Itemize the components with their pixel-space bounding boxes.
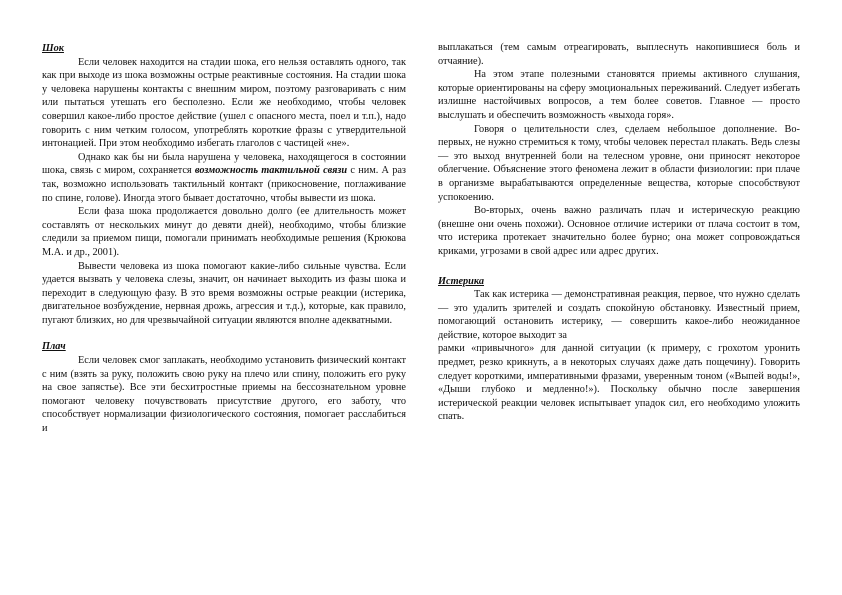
paragraph: выплакаться (тем самым отреагировать, выплеснуть накопившиеся боль и отчаяние). <box>438 42 800 67</box>
heading-hysteria: Истерика <box>438 275 485 287</box>
paragraph: Во-вторых, очень важно различать плач и истерическую реакцию (внешне они очень похожи). Основное отличие истерики от плача состоит в том, что истерика протекает значительно более бурно; она может сопровождаться криками, угрозами в свой адрес или адрес других. <box>438 205 800 257</box>
right-column <box>438 41 800 424</box>
paragraph: Если человек смог заплакать, необходимо установить физический контакт с ним (взять за руку, положить свою руку на плечо или спину, положить его руку на свое запястье). Все эти бесхитростные приемы на бессознательном уровне помогают человеку почувствовать присутствие другого, его заботу, что способствует нормализации физиологического состояния, помогает расслабиться и <box>42 355 406 435</box>
paragraph: Если фаза шока продолжается довольно долго (ее длительность может составлять от нескольких минут до девяти дней), необходимо, чтобы близкие следили за приемом пищи, помогали принимать необходимые решения (Крюкова М.А. и др., 2001). <box>42 206 406 258</box>
paragraph: Так как истерика — демонстративная реакция, первое, что нужно сделать — это удалить зрителей и создать спокойную обстановку. Известный прием, помогающий остановить истерику, — совершить какое-либо неожиданное действие, которое выходит за <box>438 289 800 341</box>
paragraph: Говоря о целительности слез, сделаем небольшое дополнение. Во-первых, не нужно стремиться к тому, чтобы человек перестал плакать. Ведь слезы — это выход внутренней боли на телесном уровне, они приносят некоторое облегчение. Объяснение этого феномена лежит в области физиологии: при плаче в организме вырабатываются определенные вещества, которые способствуют успокоению. <box>438 123 800 203</box>
emphasis-text: возможность тактильной связи <box>194 165 348 177</box>
paragraph <box>42 151 406 205</box>
paragraph: рамки «привычного» для данной ситуации (к примеру, с грохотом уронить предмет, резко крикнуть, а в некоторых случаях даже дать пощечину). Говорить следует короткими, императивными фразами, уверенным тоном («Выпей воды!», «Дыши глубоко и медленно!»). Поскольку обычно после завершения истерической реакции человек испытывает упадок сил, его необходимо уложить спать. <box>438 343 800 423</box>
paragraph-text: Однако как бы ни была нарушена у человека, находящегося в состоянии шока, связь с миром, сохраняется <box>42 151 406 177</box>
left-column <box>42 42 406 436</box>
paragraph: Если человек находится на стадии шока, его нельзя оставлять одного, так как при выходе из шока возможны острые реактивные состояния. На стадии шока у человека нарушены контакты с внешним миром, поэтому разговаривать с ним или пытаться утешать его бесполезно. Если же необходимо, чтобы человек совершил какое-либо простое действие (ушел с опасного места, поел и т.п.), надо говорить с ним четким голосом, употреблять короткие фразы с утвердительной интонацией. При этом необходимо избегать глаголов с частицей «не». <box>42 56 406 150</box>
paragraph-text: с ним. А раз так, возможно использовать тактильный контакт (прикосновение, поглаживание по спине, голове). Иногда этого бывает достаточно, чтобы вывести из шока. <box>42 165 406 204</box>
heading-crying: Плач <box>42 341 66 353</box>
paragraph: На этом этапе полезными становятся приемы активного слушания, которые ориентированы на сферу эмоциональных переживаний. Следует избегать излишне настойчивых вопросов, а тем более советов. Главное — просто выслушать и обеспечить возможность «выхода горя». <box>438 69 800 121</box>
heading-shock: Шок <box>42 43 64 54</box>
paragraph: Вывести человека из шока помогают какие-либо сильные чувства. Если удается вызвать у человека слезы, значит, он начинает выходить из фазы шока и переходит в следующую фазу. В это время возможны острые реакции (истерика, двигательное возбуждение, нервная дрожь, агрессия и т.д.), которые, как правило, пугают близких, но для чрезвычайной ситуации являются вполне адекватными. <box>42 260 406 326</box>
